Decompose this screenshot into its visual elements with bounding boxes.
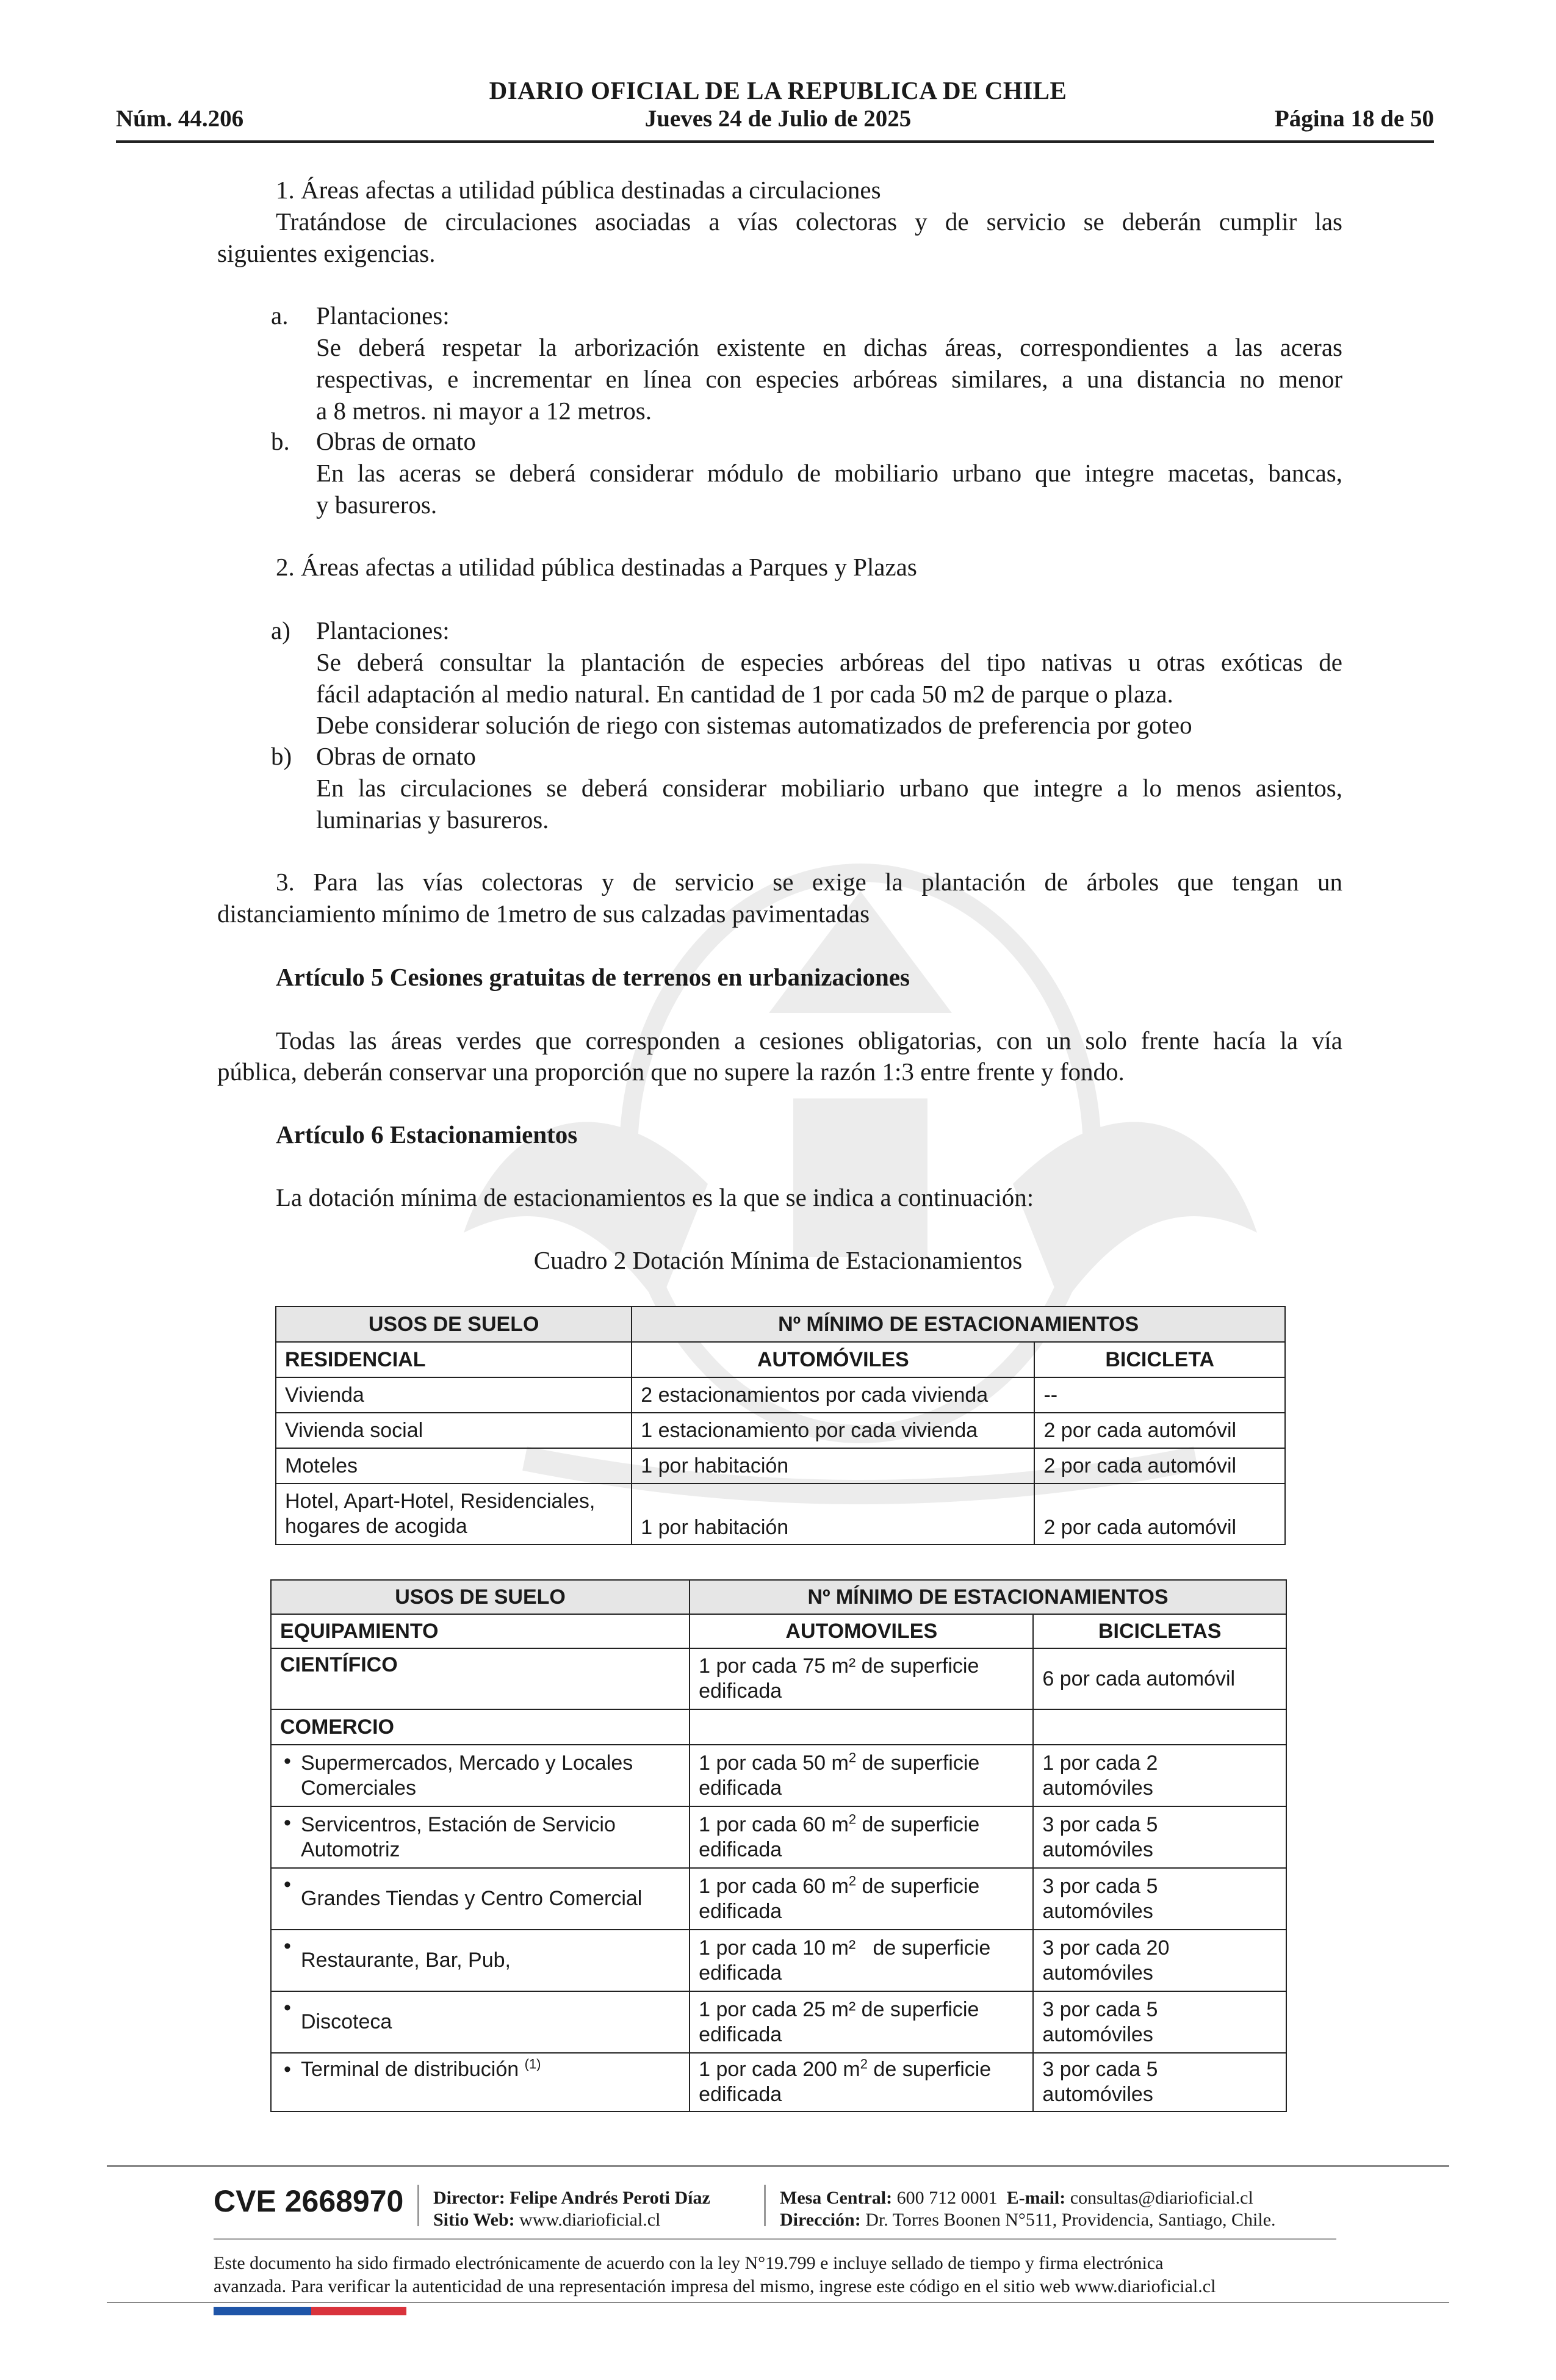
cell-bici: 6 por cada automóvil: [1033, 1648, 1286, 1709]
flag-stripe-red: [311, 2307, 406, 2315]
table-row-cientifico: [271, 1648, 1286, 1709]
cell-auto-line1: 1 por cada 75 m² de superficie: [699, 1654, 979, 1678]
cell-uso-line2: Comerciales: [301, 1776, 416, 1800]
auto-value: 1 por cada 60 m: [699, 1812, 849, 1836]
cell-bici-line1: 3 por cada 5: [1042, 2058, 1158, 2081]
item-b-label: b.: [271, 427, 290, 455]
cell-bici-line2: automóviles: [1042, 1961, 1153, 1985]
cell-bici: 2 por cada automóvil: [1034, 1484, 1285, 1545]
header-automoviles: AUTOMOVILES: [690, 1614, 1033, 1648]
table-row: [276, 1413, 1285, 1448]
auto-value: 1 por cada 50 m: [699, 1751, 849, 1775]
cve-code: CVE 2668970: [214, 2184, 404, 2218]
table-row: [271, 1745, 1286, 1806]
table-row: [271, 1806, 1286, 1868]
cell-bici-line2: automóviles: [1042, 1837, 1153, 1861]
item-2b-label: b): [271, 742, 292, 770]
table-row: [271, 1868, 1286, 1930]
table-row: [271, 1991, 1286, 2053]
issue-date: Jueves 24 de Julio de 2025: [644, 106, 912, 132]
table-row: [276, 1484, 1285, 1545]
article-5-line1: Todas las áreas verdes que corresponden a cesiones obligatorias, con un solo frente hacía la vía: [276, 1026, 1342, 1055]
footer-contact: [780, 2187, 1253, 2209]
footer-address: [780, 2209, 1276, 2231]
header-bicicleta: BICICLETA: [1034, 1342, 1285, 1377]
cell-uso: [271, 1930, 690, 1991]
cell-auto: [690, 2053, 1033, 2111]
cell-bici: [1033, 1806, 1286, 1868]
cell-bici-line1: 3 por cada 5: [1042, 1812, 1158, 1836]
cell-bici: --: [1034, 1377, 1285, 1413]
table-row: [276, 1448, 1285, 1484]
superscript: 2: [848, 1750, 857, 1765]
cell-bici-line1: 3 por cada 5: [1042, 1997, 1158, 2021]
item-a-label: a.: [271, 301, 289, 330]
cell-uso: [271, 1868, 690, 1930]
website-label: Sitio Web:: [433, 2210, 515, 2230]
cell-auto: [690, 1991, 1033, 2053]
cell-bici-line2: automóviles: [1042, 1776, 1153, 1800]
header-min-estacionamientos: Nº MÍNIMO DE ESTACIONAMIENTOS: [690, 1580, 1286, 1614]
cell-bici: [1033, 1745, 1286, 1806]
cell-auto: [690, 1868, 1033, 1930]
superscript: 2: [848, 1811, 857, 1827]
director-name: Felipe Andrés Peroti Díaz: [510, 2188, 710, 2208]
cell-bici-line2: automóviles: [1042, 1899, 1153, 1923]
footer-rule-top: [107, 2165, 1449, 2167]
item-2a-line1: Se deberá consultar la plantación de especies arbóreas del tipo nativas u otras exóticas de: [316, 648, 1342, 676]
table-subheader-row: [276, 1342, 1285, 1377]
cell-auto-line1: [699, 1751, 1024, 1776]
auto-unit: de superficie: [856, 1874, 980, 1898]
footer-director: [433, 2187, 710, 2209]
cell-auto-line1: [699, 1812, 1024, 1837]
cell-auto-line2: edificada: [699, 1837, 782, 1861]
table-row: [276, 1377, 1285, 1413]
article-6-title: Artículo 6 Estacionamientos: [276, 1120, 578, 1149]
cell-auto-line2: edificada: [699, 2083, 782, 2106]
cell-bici: [1033, 1930, 1286, 1991]
cell-auto-line2: edificada: [699, 1679, 782, 1703]
item-a-line1: Se deberá respetar la arborización existente en dichas áreas, correspondientes a las aceras: [316, 333, 1342, 361]
cell-uso: Moteles: [276, 1448, 632, 1484]
cell-uso-line1: • Restaurante, Bar, Pub,: [301, 1949, 511, 1972]
cell-uso-line1: • Supermercados, Mercado y Locales: [301, 1751, 633, 1775]
cell-bici: [1033, 1991, 1286, 2053]
cell-auto-line2: edificada: [699, 2022, 782, 2046]
cell-uso-line1: [301, 2057, 680, 2082]
header-usos-suelo: USOS DE SUELO: [276, 1307, 632, 1342]
cell-uso: [271, 1991, 690, 2053]
table-row: [271, 2053, 1286, 2111]
item-a-line3: a 8 metros. ni mayor a 12 metros.: [316, 397, 652, 425]
cell-auto: 1 por habitación: [632, 1448, 1034, 1484]
address-value: Dr. Torres Boonen N°511, Providencia, Santiago, Chile.: [865, 2210, 1276, 2230]
auto-value: 1 por cada 60 m: [699, 1874, 849, 1898]
cell-auto-empty: [690, 1709, 1033, 1745]
table-caption: Cuadro 2 Dotación Mínima de Estacionamientos: [533, 1246, 1023, 1274]
page-indicator: Página 18 de 50: [1274, 106, 1434, 132]
item-a-line2: respectivas, e incrementar en línea con especies arbóreas similares, a una distancia no menor: [316, 365, 1342, 393]
table-header-row: [276, 1307, 1285, 1342]
director-label: Director:: [433, 2188, 505, 2208]
cell-bici: [1033, 2053, 1286, 2111]
cell-uso-line2: hogares de acogida: [285, 1515, 467, 1538]
item-2a-title: Plantaciones:: [316, 616, 450, 644]
cell-auto: [690, 1930, 1033, 1991]
uso-text: Terminal de distribución: [301, 2058, 519, 2081]
article-6-line1: La dotación mínima de estacionamientos es la que se indica a continuación:: [276, 1183, 1034, 1211]
cell-bici-empty: [1033, 1709, 1286, 1745]
cell-auto-line2: edificada: [699, 1776, 782, 1800]
table-row-comercio: [271, 1709, 1286, 1745]
header-rule: [116, 140, 1434, 143]
cell-auto: [690, 1806, 1033, 1868]
section-1-text-line2: siguientes exigencias.: [217, 239, 436, 267]
cell-uso: [271, 1745, 690, 1806]
cell-bici-line1: 1 por cada 2: [1042, 1751, 1158, 1775]
cell-bici: [1033, 1868, 1286, 1930]
item-a-title: Plantaciones:: [316, 301, 450, 330]
cell-uso-line1: • Servicentros, Estación de Servicio: [301, 1812, 616, 1836]
header-automoviles: AUTOMÓVILES: [632, 1342, 1034, 1377]
table-row: [271, 1930, 1286, 1991]
item-2a-label: a): [271, 616, 290, 644]
item-2a-line3: Debe considerar solución de riego con sistemas automatizados de preferencia por goteo: [316, 711, 1192, 739]
cell-auto-line1: [699, 1874, 1024, 1899]
article-5-line2: pública, deberán conservar una proporción que no supere la razón 1:3 entre frente y fondo.: [217, 1058, 1125, 1086]
cell-bici: 2 por cada automóvil: [1034, 1448, 1285, 1484]
item-b-title: Obras de ornato: [316, 427, 476, 455]
residential-parking-table: [275, 1306, 1286, 1545]
cell-uso-line1: Hotel, Apart-Hotel, Residenciales,: [285, 1490, 596, 1513]
footer-divider: [764, 2185, 766, 2226]
auto-unit: de superficie: [856, 1751, 980, 1775]
newspaper-title: DIARIO OFICIAL DE LA REPUBLICA DE CHILE: [489, 76, 1067, 104]
cell-auto-line1: [699, 1997, 1024, 2022]
cell-auto: 1 estacionamiento por cada vivienda: [632, 1413, 1034, 1448]
cell-auto: 1 por habitación: [632, 1484, 1034, 1545]
flag-stripe-blue: [214, 2307, 311, 2315]
cell-uso: CIENTÍFICO: [271, 1648, 690, 1709]
equipment-parking-table: [270, 1579, 1287, 2112]
cell-uso: COMERCIO: [271, 1709, 690, 1745]
auto-value: 1 por cada 25 m²: [699, 1997, 856, 2021]
table-header-row: [271, 1580, 1286, 1614]
section-1-title: 1. Áreas afectas a utilidad pública destinadas a circulaciones: [276, 176, 881, 204]
cell-auto-line2: edificada: [699, 1961, 782, 1985]
header-equipamiento: EQUIPAMIENTO: [271, 1614, 690, 1648]
email-label: E-mail:: [1006, 2188, 1066, 2208]
footer-divider: [417, 2185, 419, 2226]
cell-bici-line2: automóviles: [1042, 2022, 1153, 2046]
auto-value: 1 por cada 10 m²: [699, 1936, 856, 1960]
email-link[interactable]: consultas@diarioficial.cl: [1070, 2188, 1253, 2208]
cell-bici: 2 por cada automóvil: [1034, 1413, 1285, 1448]
footer-website: [433, 2209, 660, 2231]
phone-label: Mesa Central:: [780, 2188, 893, 2208]
item-2b-line1: En las circulaciones se deberá considerar mobiliario urbano que integre a lo menos asientos,: [316, 774, 1342, 802]
website-link[interactable]: www.diarioficial.cl: [519, 2210, 661, 2230]
cell-auto: 2 estacionamientos por cada vivienda: [632, 1377, 1034, 1413]
cell-auto-line1: [699, 2057, 1024, 2082]
section-3-line2: distanciamiento mínimo de 1metro de sus calzadas pavimentadas: [217, 900, 870, 928]
auto-value: 1 por cada 200 m: [699, 2058, 860, 2081]
footer-rule-mid: [214, 2238, 1336, 2240]
header-bicicletas: BICICLETAS: [1033, 1614, 1286, 1648]
header-min-estacionamientos: Nº MÍNIMO DE ESTACIONAMIENTOS: [632, 1307, 1285, 1342]
cell-bici-line1: 3 por cada 20: [1042, 1936, 1170, 1960]
cell-bici-line2: automóviles: [1042, 2083, 1153, 2106]
superscript: 2: [860, 2056, 868, 2072]
phone-value: 600 712 0001: [896, 2188, 998, 2208]
footer-rule-bottom: [107, 2302, 1449, 2303]
legal-notice-line1: Este documento ha sido firmado electrónicamente de acuerdo con la ley N°19.799 e incluye sellado de tiempo y firma electrónica: [214, 2253, 1164, 2273]
superscript: 2: [848, 1873, 857, 1889]
footnote-marker: (1): [524, 2056, 541, 2072]
cell-uso-line1: • Grandes Tiendas y Centro Comercial: [301, 1887, 643, 1910]
cell-auto-line1: [699, 1936, 1024, 1961]
legal-notice-line2: avanzada. Para verificar la autenticidad de una representación impresa del mismo, ingrese este código en el sitio web www.diarioficial.cl: [214, 2276, 1216, 2296]
issue-number: Núm. 44.206: [116, 106, 244, 132]
table-subheader-row: [271, 1614, 1286, 1648]
auto-unit: de superficie: [855, 1997, 979, 2021]
auto-unit: de superficie: [855, 1936, 991, 1960]
item-b-line1: En las aceras se deberá considerar módulo de mobiliario urbano que integre macetas, bancas,: [316, 459, 1342, 487]
cell-auto: [690, 1745, 1033, 1806]
section-3-line1: 3. Para las vías colectoras y de servicio se exige la plantación de árboles que tengan un: [276, 868, 1342, 896]
cell-uso: [271, 2053, 690, 2111]
header-residencial: RESIDENCIAL: [276, 1342, 632, 1377]
item-2b-title: Obras de ornato: [316, 742, 476, 770]
cell-uso: [271, 1806, 690, 1868]
item-b-line2: y basureros.: [316, 491, 438, 519]
cell-uso: [276, 1484, 632, 1545]
cell-auto-line2: edificada: [699, 1899, 782, 1923]
header-usos-suelo: USOS DE SUELO: [271, 1580, 690, 1614]
section-1-text-line1: Tratándose de circulaciones asociadas a vías colectoras y de servicio se deberán cumplir las: [276, 207, 1342, 236]
section-2-title: 2. Áreas afectas a utilidad pública destinadas a Parques y Plazas: [276, 553, 917, 581]
address-label: Dirección:: [780, 2210, 861, 2230]
cell-auto: [690, 1648, 1033, 1709]
item-2a-line2: fácil adaptación al medio natural. En cantidad de 1 por cada 50 m2 de parque o plaza.: [316, 680, 1173, 708]
legal-notice: [214, 2252, 1330, 2298]
cell-bici-line1: 3 por cada 5: [1042, 1874, 1158, 1898]
cell-uso: Vivienda social: [276, 1413, 632, 1448]
item-2b-line2: luminarias y basureros.: [316, 806, 549, 834]
cell-uso: Vivienda: [276, 1377, 632, 1413]
cell-uso-line1: • Discoteca: [301, 2010, 392, 2033]
auto-unit: de superficie: [856, 1812, 980, 1836]
cell-uso-line2: Automotriz: [301, 1837, 400, 1861]
auto-unit: de superficie: [867, 2058, 992, 2081]
article-5-title: Artículo 5 Cesiones gratuitas de terrenos en urbanizaciones: [276, 963, 910, 991]
